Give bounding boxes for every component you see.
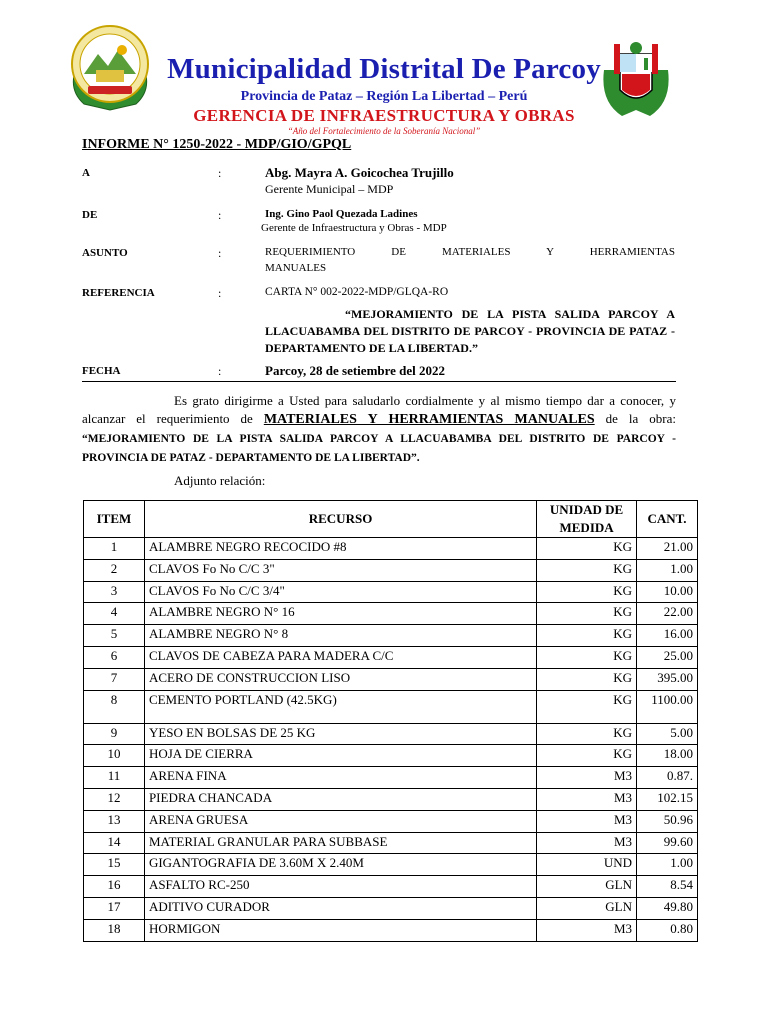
cell-recurso: CLAVOS Fo No C/C 3/4" [144,581,536,603]
body-mid: de la obra: [594,411,676,426]
cell-item: 12 [84,788,145,810]
from-label: DE [82,209,98,221]
cell-item: 3 [84,581,145,603]
cell-item: 18 [84,919,145,941]
organization-title: Municipalidad Distrital De Parcoy [167,53,601,85]
materials-table [83,500,698,942]
cell-unidad: M3 [537,788,637,810]
table-row [84,690,698,723]
from-role: Gerente de Infraestructura y Obras - MDP [261,222,447,234]
table-row [84,745,698,767]
cell-unidad: M3 [537,832,637,854]
table-body [84,538,698,942]
cell-unidad: KG [537,603,637,625]
subject-line-2: MANUALES [265,262,327,274]
cell-recurso: ALAMBRE NEGRO RECOCIDO #8 [144,538,536,560]
cell-cant: 18.00 [637,745,698,767]
cell-item: 8 [84,690,145,723]
cell-item: 7 [84,668,145,690]
table-row [84,876,698,898]
cell-recurso: PIEDRA CHANCADA [144,788,536,810]
table-row [84,625,698,647]
table-row [84,767,698,789]
cell-recurso: ALAMBRE NEGRO N° 8 [144,625,536,647]
cell-cant: 25.00 [637,646,698,668]
subject-colon: : [218,246,222,260]
table-row [84,668,698,690]
cell-recurso: ARENA FINA [144,767,536,789]
cell-recurso: CLAVOS DE CABEZA PARA MADERA C/C [144,646,536,668]
cell-cant: 1.00 [637,854,698,876]
cell-cant: 1.00 [637,559,698,581]
cell-unidad: KG [537,559,637,581]
cell-recurso: HOJA DE CIERRA [144,745,536,767]
cell-item: 13 [84,810,145,832]
from-name: Ing. Gino Paol Quezada Ladines [265,208,418,220]
cell-item: 10 [84,745,145,767]
cell-cant: 1100.00 [637,690,698,723]
cell-unidad: KG [537,646,637,668]
cell-recurso: ALAMBRE NEGRO N° 16 [144,603,536,625]
cell-recurso: ARENA GRUESA [144,810,536,832]
header-recurso: RECURSO [144,501,536,538]
date-colon: : [218,364,222,378]
cell-unidad: KG [537,668,637,690]
cell-cant: 22.00 [637,603,698,625]
cell-unidad: KG [537,690,637,723]
cell-item: 17 [84,897,145,919]
year-motto: “Año del Fortalecimiento de la Soberanía Nacional” [287,126,481,136]
subject-label: ASUNTO [82,247,128,259]
cell-cant: 8.54 [637,876,698,898]
cell-unidad: UND [537,854,637,876]
cell-unidad: GLN [537,897,637,919]
table-row [84,581,698,603]
table-row [84,832,698,854]
body-end: . [416,452,420,464]
cell-recurso: CEMENTO PORTLAND (42.5KG) [144,690,536,723]
cell-item: 1 [84,538,145,560]
cell-item: 9 [84,723,145,745]
cell-cant: 49.80 [637,897,698,919]
cell-cant: 50.96 [637,810,698,832]
cell-unidad: KG [537,538,637,560]
from-colon: : [218,208,222,222]
cell-unidad: M3 [537,767,637,789]
cell-item: 2 [84,559,145,581]
cell-unidad: KG [537,625,637,647]
body-project: “MEJORAMIENTO DE LA PISTA SALIDA PARCOY A LLACUABAMBA DEL DISTRITO DE PARCOY - PROVINCIA DE PATAZ - DEPARTAMENTO DE LA LIBERTAD” [82,433,676,464]
cell-unidad: GLN [537,876,637,898]
to-label: A [82,167,90,179]
cell-unidad: KG [537,581,637,603]
table-row [84,810,698,832]
attachment-note: Adjunto relación: [174,473,266,488]
header-divider [82,381,676,382]
reference-colon: : [218,286,222,300]
table-row [84,854,698,876]
cell-cant: 99.60 [637,832,698,854]
date-label: FECHA [82,365,121,377]
cell-recurso: CLAVOS Fo No C/C 3" [144,559,536,581]
table-row [84,559,698,581]
to-name: Abg. Mayra A. Goicochea Trujillo [265,165,454,180]
cell-unidad: M3 [537,810,637,832]
cell-item: 4 [84,603,145,625]
cell-cant: 21.00 [637,538,698,560]
date-value: Parcoy, 28 de setiembre del 2022 [265,363,446,378]
cell-cant: 10.00 [637,581,698,603]
cell-recurso: GIGANTOGRAFIA DE 3.60M X 2.40M [144,854,536,876]
department-name: GERENCIA DE INFRAESTRUCTURA Y OBRAS [193,106,575,125]
to-role: Gerente Municipal – MDP [265,182,394,196]
cell-unidad: KG [537,723,637,745]
cell-item: 5 [84,625,145,647]
cell-recurso: HORMIGON [144,919,536,941]
cell-cant: 5.00 [637,723,698,745]
table-row [84,603,698,625]
table-row [84,646,698,668]
report-number: INFORME N° 1250-2022 - MDP/GIO/GPQL [82,137,352,152]
cell-recurso: ACERO DE CONSTRUCCION LISO [144,668,536,690]
cell-item: 11 [84,767,145,789]
cell-cant: 16.00 [637,625,698,647]
organization-subtitle: Provincia de Pataz – Región La Libertad – Perú [240,89,528,104]
cell-unidad: KG [537,745,637,767]
reference-label: REFERENCIA [82,287,155,299]
cell-item: 14 [84,832,145,854]
cell-item: 15 [84,854,145,876]
cell-cant: 102.15 [637,788,698,810]
table-row [84,723,698,745]
cell-recurso: ASFALTO RC-250 [144,876,536,898]
table-row [84,897,698,919]
cell-unidad: M3 [537,919,637,941]
cell-recurso: YESO EN BOLSAS DE 25 KG [144,723,536,745]
header-item: ITEM [84,501,145,538]
cell-cant: 0.87. [637,767,698,789]
table-row [84,919,698,941]
cell-item: 6 [84,646,145,668]
reference-project: “MEJORAMIENTO DE LA PISTA SALIDA PARCOY A LLACUABAMBA DEL DISTRITO DE PARCOY - PROVINCIA DE PATAZ - DEPARTAMENTO DE LA LIBERTAD.” [265,307,675,355]
subject-line-1: REQUERIMIENTO DE MATERIALES Y HERRAMIENTAS [265,246,675,258]
table-row [84,788,698,810]
cell-item: 16 [84,876,145,898]
table-header-row [84,501,698,538]
body-materials: MATERIALES Y HERRAMIENTAS MANUALES [263,412,595,427]
cell-cant: 0.80 [637,919,698,941]
cell-recurso: MATERIAL GRANULAR PARA SUBBASE [144,832,536,854]
body-intro: Es grato dirigirme a Usted para saludarlo cordialmente y al mismo tiempo dar a conocer, y alcanzar el requerimiento de [82,393,676,426]
header-unidad: UNIDAD DE MEDIDA [537,501,637,538]
cell-recurso: ADITIVO CURADOR [144,897,536,919]
reference-value: CARTA N° 002-2022-MDP/GLQA-RO [265,286,449,298]
body-paragraph [82,392,676,467]
cell-cant: 395.00 [637,668,698,690]
header-cant: CANT. [637,501,698,538]
to-colon: : [218,166,222,180]
table-row [84,538,698,560]
